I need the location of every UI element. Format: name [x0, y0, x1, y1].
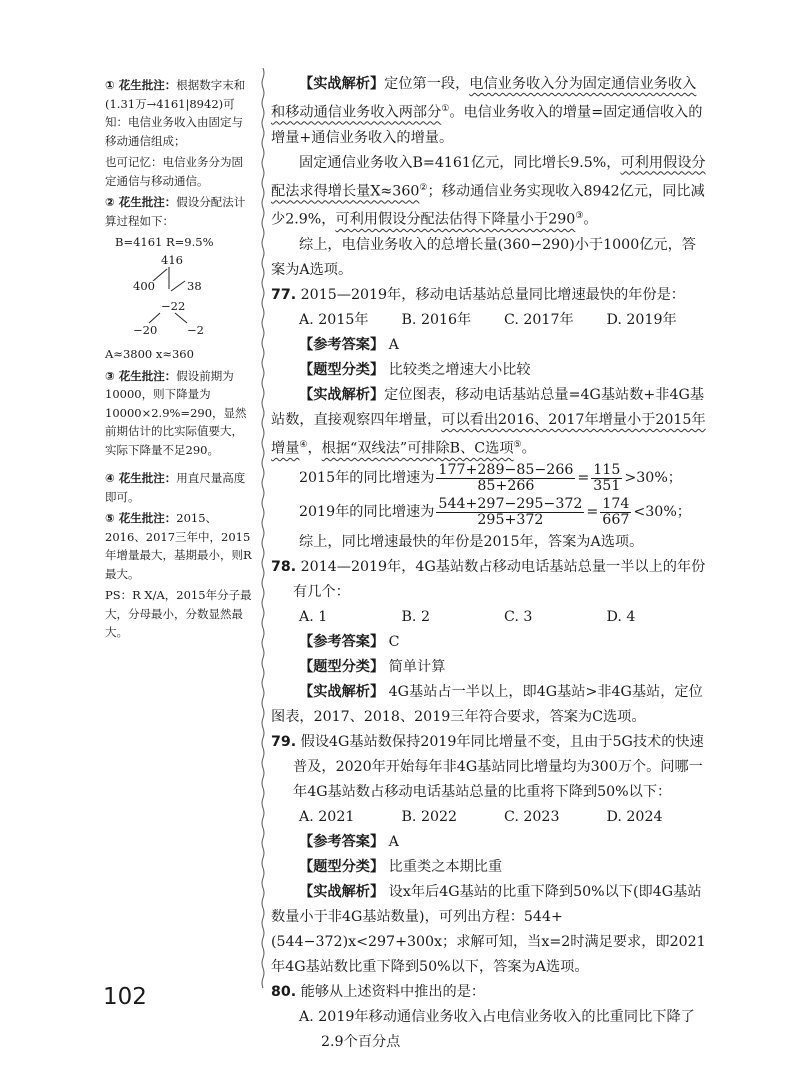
- q77-formula-2019: 2019年的同比增速为 $\frac{544+297-295-372}{295+372}$ = $\frac{174}{667}$ <30%；: [299, 496, 691, 529]
- option-d: D. 2024: [606, 808, 663, 825]
- note-4: ④ 花生批注：用直尺量高度即可。: [105, 471, 246, 504]
- tree-node: 416: [161, 253, 183, 267]
- q77-analysis: 【实战解析】定位图表，移动电话基站总量=4G基站数+非4G基站数，直接观察四年增量，可以看出2016、2017年增量小于2015年增量④，根据“双线法”可排除B、C选项⑤。: [271, 387, 706, 457]
- tree-node: 400: [133, 279, 155, 293]
- question-80: 80. 能够从上述资料中推出的是：: [271, 983, 486, 1000]
- tree-node: −2: [187, 323, 204, 337]
- note-1-extra: 也可记忆：电信业务分为固定通信与移动通信。: [105, 155, 243, 188]
- question-77: 77. 2015—2019年，移动电话基站总量同比增速最快的年份是：: [271, 287, 685, 304]
- option-c: C. 2023: [504, 808, 560, 825]
- option-a: A. 2015年: [299, 312, 369, 329]
- tree-node: −20: [133, 323, 158, 337]
- option-b: B. 2022: [401, 808, 458, 825]
- q79-type: 【题型分类】 比重类之本期比重: [299, 858, 503, 875]
- q76-conclusion: 综上，电信业务收入的总增长量(360−290)小于1000亿元，答案为A选项。: [271, 237, 696, 279]
- option-d: D. 4: [606, 608, 636, 625]
- q79-options: [271, 805, 709, 830]
- option-a: A. 2021: [299, 808, 355, 825]
- annotation-column: [105, 76, 253, 645]
- q77-answer: 【参考答案】 A: [299, 337, 399, 354]
- q77-type: 【题型分类】 比较类之增速大小比较: [299, 362, 531, 379]
- q79-answer: 【参考答案】 A: [299, 833, 399, 850]
- option-d: D. 2019年: [606, 312, 677, 329]
- q78-options: [271, 605, 709, 630]
- note-1: ① 花生批注：根据数字末和(1.31万→4161|8942)可知：电信业务收入由固定与移动通信组成；: [105, 78, 246, 148]
- option-c: C. 3: [504, 608, 533, 625]
- option-c: C. 2017年: [504, 312, 574, 329]
- note-5: ⑤ 花生批注：2015、2016、2017三年中，2015年增量最大，基期最小，则R最大。: [105, 511, 252, 581]
- q77-conclusion: 综上，同比增速最快的年份是2015年，答案为A选项。: [299, 533, 644, 550]
- note-3: ③ 花生批注：假设前期为10000，则下降量为10000×2.9%=290，显然前期估计的比实际值要大，实际下降量不足290。: [105, 368, 247, 457]
- q79-analysis: 【实战解析】 设x年后4G基站的比重下降到50%以下(即4G基站数量小于非4G基站数量)，可列出方程：544+(544−372)x<297+300x；求解可知，当x=2时满足要求，即2021年4G基站数比重下降到50%以下，答案为A选项。: [271, 883, 706, 975]
- q78-type: 【题型分类】 简单计算: [299, 658, 446, 675]
- page-number: 102: [103, 984, 147, 1010]
- note-2: ② 花生批注：假设分配法计算过程如下：: [105, 195, 246, 228]
- q76-analysis: 【实战解析】定位第一段，电信业务收入分为固定通信业务收入和移动通信业务收入两部分①。电信业务收入的增量=固定通信收入的增量+通信业务收入的增量。: [271, 76, 703, 146]
- option-b: B. 2016年: [401, 312, 472, 329]
- q76-analysis-2: 固定通信业务收入B=4161亿元，同比增长9.5%，可利用假设分配法求得增长量X≈360②；移动通信业务实现收入8942亿元，同比减少2.9%，可利用假设分配法估得下降量小于290③。: [271, 154, 706, 229]
- question-79: 79. 假设4G基站数保持2019年同比增量不变，且由于5G技术的快速普及，2020年开始每年非4G基站同比增量均为300万个。问哪一年4G基站数占移动电话基站总量的比重将下降到50%以下：: [271, 733, 704, 800]
- q78-answer: 【参考答案】 C: [299, 633, 400, 650]
- option-b: B. 2: [401, 608, 430, 625]
- q77-options: [271, 308, 709, 333]
- allocation-tree-diagram: [105, 233, 253, 341]
- option-a: A. 1: [299, 608, 328, 625]
- question-78: 78. 2014—2019年，4G基站数占移动电话基站总量一半以上的年份有几个：: [271, 558, 706, 600]
- q78-analysis: 【实战解析】 4G基站占一半以上，即4G基站>非4G基站，定位图表，2017、2018、2019三年符合要求，答案为C选项。: [271, 683, 703, 725]
- tree-node: −22: [161, 299, 186, 313]
- main-content: [271, 72, 709, 1055]
- note-5-ps: PS：R X/A，2015年分子最大，分母最小，分数显然最大。: [105, 588, 252, 639]
- tree-result: A≈3800 x≈360: [105, 347, 194, 361]
- q77-formula-2015: 2015年的同比增速为 $\frac{177+289-85-266}{85+266}$ = $\frac{115}{351}$ >30%；: [299, 462, 682, 495]
- tree-top: B=4161 R=9.5%: [115, 235, 214, 249]
- tree-node: 38: [187, 279, 202, 293]
- column-divider: [261, 68, 265, 988]
- q80-option-a: A. 2019年移动通信业务收入占电信业务收入的比重同比下降了2.9个百分点: [299, 1008, 695, 1050]
